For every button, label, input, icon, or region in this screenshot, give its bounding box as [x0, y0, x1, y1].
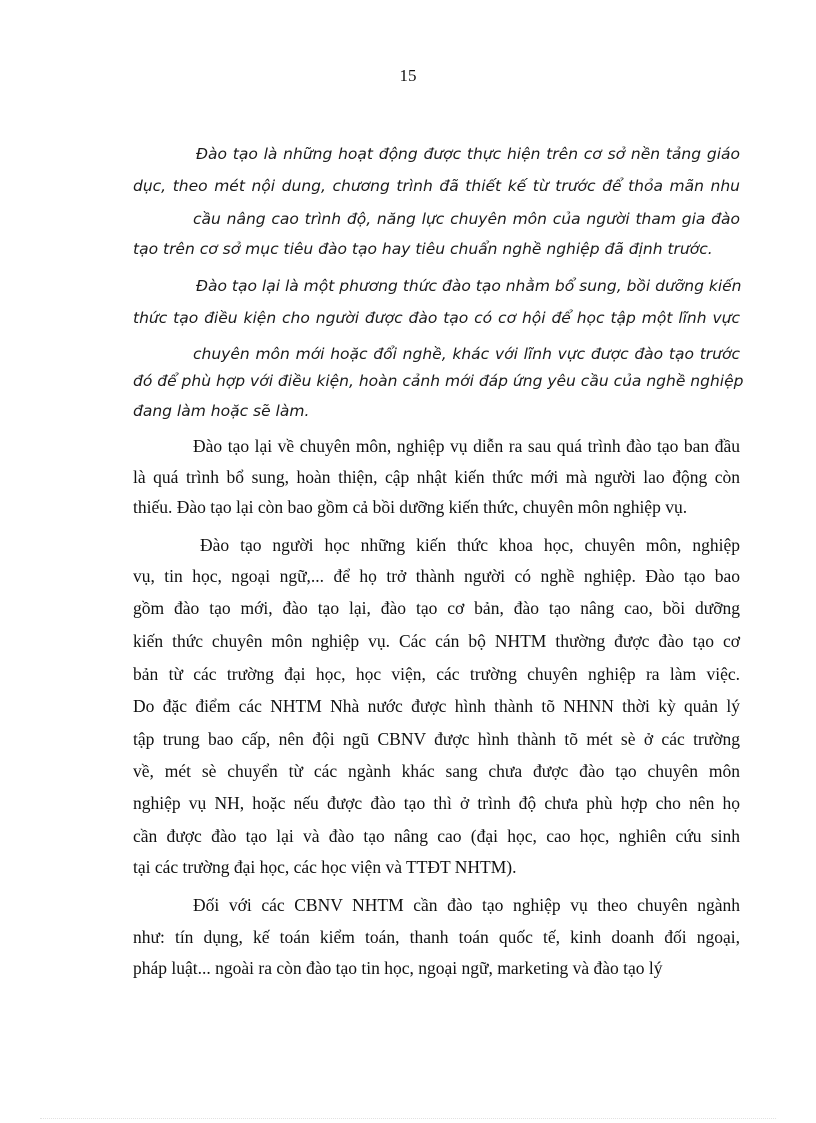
body-line: là quá trình bổ sung, hoàn thiện, cập nhật kiến thức mới mà người lao động còn [133, 467, 740, 487]
body-line: gồm đào tạo mới, đào tạo lại, đào tạo cơ bản, đào tạo nâng cao, bồi dưỡng [133, 598, 740, 618]
italic-line: chuyên môn mới hoặc đổi nghề, khác với lĩnh vực được đào tạo trước [193, 345, 740, 363]
body-line: nghiệp vụ NH, hoặc nếu được đào tạo thì ở trình độ chưa phù hợp cho nên họ [133, 793, 740, 813]
italic-line: đó để phù hợp với điều kiện, hoàn cảnh mới đáp ứng yêu cầu của nghề nghiệp [133, 372, 744, 390]
body-line: cần được đào tạo lại và đào tạo nâng cao (đại học, cao học, nghiên cứu sinh [133, 826, 740, 846]
body-line: Đào tạo lại về chuyên môn, nghiệp vụ diễn ra sau quá trình đào tạo ban đầu [193, 436, 740, 456]
italic-line: cầu nâng cao trình độ, năng lực chuyên môn của người tham gia đào [193, 210, 740, 228]
body-line: pháp luật... ngoài ra còn đào tạo tin học, ngoại ngữ, marketing và đào tạo lý [133, 958, 663, 978]
body-line: tập trung bao cấp, nên đội ngũ CBNV được hình thành tõ mét sè ở các trường [133, 729, 740, 749]
body-line: vụ, tin học, ngoại ngữ,... để họ trở thành người có nghề nghiệp. Đào tạo bao [133, 566, 740, 586]
italic-line: Đào tạo lại là một phương thức đào tạo nhằm bổ sung, bồi dưỡng kiến [196, 277, 742, 295]
page-number: 15 [399, 66, 417, 85]
body-line: như: tín dụng, kế toán kiểm toán, thanh toán quốc tế, kinh doanh đối ngoại, [133, 927, 740, 947]
italic-line: dục, theo mét nội dung, chương trình đã thiết kế từ trước để thỏa mãn nhu [133, 177, 740, 195]
body-line: Do đặc điểm các NHTM Nhà nước được hình thành tõ NHNN thời kỳ quản lý [133, 696, 740, 716]
body-line: bản từ các trường đại học, học viện, các trường chuyên nghiệp ra làm việc. [133, 664, 740, 684]
body-line: kiến thức chuyên môn nghiệp vụ. Các cán bộ NHTM thường được đào tạo cơ [133, 631, 740, 651]
italic-line: tạo trên cơ sở mục tiêu đào tạo hay tiêu chuẩn nghề nghiệp đã định trước. [133, 240, 713, 258]
italic-line: Đào tạo là những hoạt động được thực hiện trên cơ sở nền tảng giáo [196, 145, 740, 163]
italic-line: thức tạo điều kiện cho người được đào tạo có cơ hội để học tập một lĩnh vực [133, 309, 740, 327]
body-line: tại các trường đại học, các học viện và TTĐT NHTM). [133, 857, 517, 877]
body-line: Đối với các CBNV NHTM cần đào tạo nghiệp vụ theo chuyên ngành [193, 895, 740, 915]
italic-line: đang làm hoặc sẽ làm. [133, 402, 310, 420]
footer-dotted-rule [40, 1118, 776, 1119]
body-line: Đào tạo người học những kiến thức khoa học, chuyên môn, nghiệp [200, 535, 740, 555]
body-line: thiếu. Đào tạo lại còn bao gồm cả bồi dưỡng kiến thức, chuyên môn nghiệp vụ. [133, 497, 688, 517]
body-line: về, mét sè chuyển từ các ngành khác sang chưa được đào tạo chuyên môn [133, 761, 740, 781]
